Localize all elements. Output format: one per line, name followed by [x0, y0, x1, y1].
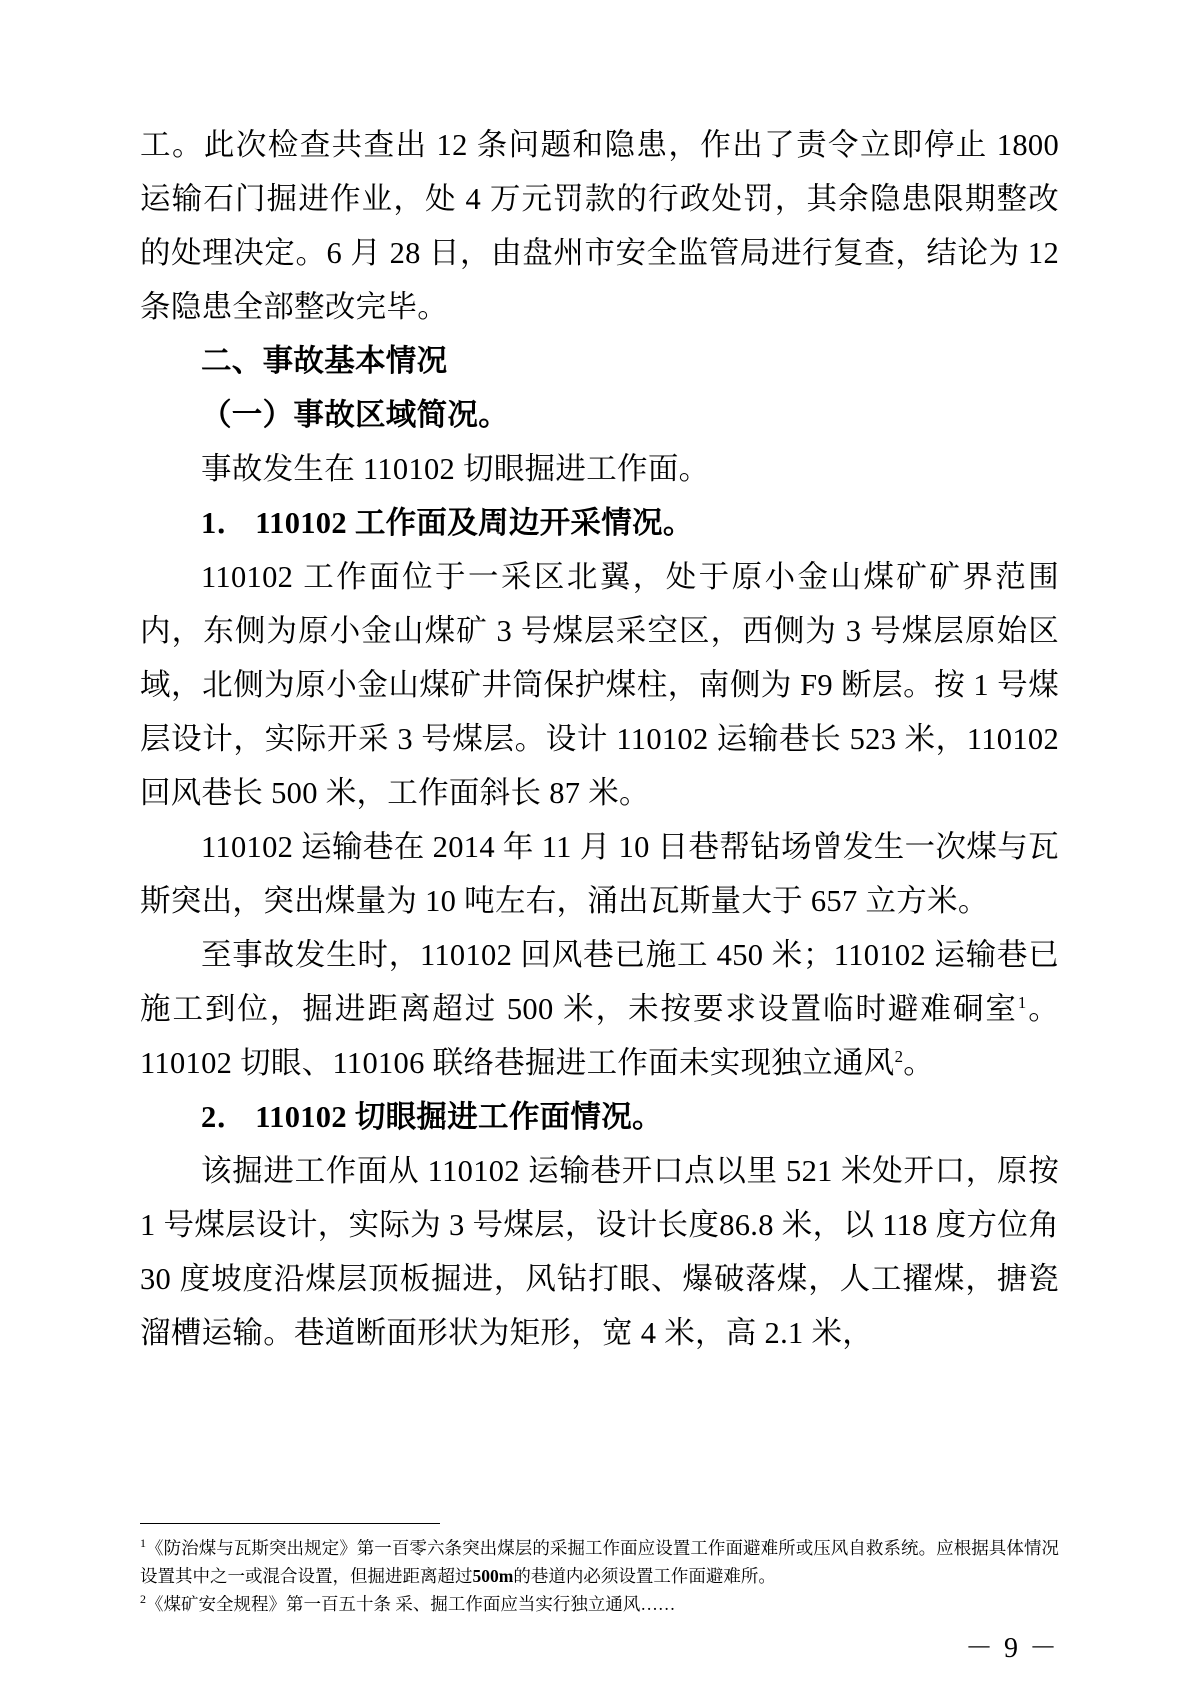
footnote-ref-1: 1 [1017, 992, 1027, 1012]
footnote-item-1 [140, 1534, 1059, 1590]
numbered-heading-2: 2． 110102 切眼掘进工作面情况。 [201, 1100, 663, 1134]
footnote-area [140, 1523, 1059, 1618]
footnote-text-1b: 500m [472, 1566, 514, 1586]
footnote-number-1: 1 [140, 1536, 146, 1551]
footnote-ref-2: 2 [894, 1046, 904, 1066]
paragraph-cutting-eye-details: 该掘进工作面从 110102 运输巷开口点以里 521 米处开口，原按 1 号煤层设计，实际为 3 号煤层，设计长度86.8 米，以 118 度方位角 30 度坡度沿煤层顶板掘进，风钻打眼、爆破落煤，人工擢煤，搪瓷溜槽运输。巷道断面形状为矩形，宽 4 米，高 2.1 米， [140, 1154, 1059, 1350]
document-body [140, 118, 1059, 1360]
footnote-text-1c: 的巷道内必须设置工作面避难所。 [513, 1566, 776, 1586]
footnote-text-1a: 《防治煤与瓦斯突出规定》第一百零六条突出煤层的采掘工作面应设置工作面避难所或压风自救系统。应根据具体情况设置其中之一或混合设置，但掘进距离超过 [140, 1538, 1059, 1586]
numbered-heading-1: 1． 110102 工作面及周边开采情况。 [201, 506, 694, 540]
paragraph-continuation: 工。此次检查共查出 12 条问题和隐患，作出了责令立即停止 1800 运输石门掘进作业，处 4 万元罚款的行政处罚，其余隐患限期整改的处理决定。6 月 28 日，由盘州市安全监管局进行复查，结论为 12 条隐患全部整改完毕。 [140, 128, 1059, 324]
section-heading-two: 二、事故基本情况 [201, 344, 448, 378]
footnote-number-2: 2 [140, 1592, 146, 1607]
paragraph-workface-description: 110102 工作面位于一采区北翼，处于原小金山煤矿矿界范围内，东侧为原小金山煤矿 3 号煤层采空区，西侧为 3 号煤层原始区域，北侧为原小金山煤矿井筒保护煤柱，南侧为 F9 断层。按 1 号煤层设计，实际开采 3 号煤层。设计 110102 运输巷长 523 米，110102 回风巷长 500 米，工作面斜长 87 米。 [140, 560, 1059, 810]
text-before-footnote-1: 至事故发生时，110102 回风巷已施工 450 米；110102 运输巷已施工到位，掘进距离超过 500 米，未按要求设置临时避难硐室 [140, 938, 1059, 1026]
subsection-heading-one: （一）事故区域简况。 [201, 398, 509, 432]
footnote-divider [140, 1523, 440, 1524]
footnote-item-2 [140, 1590, 1059, 1618]
paragraph-gas-outburst-history: 110102 运输巷在 2014 年 11 月 10 日巷帮钻场曾发生一次煤与瓦斯突出，突出煤量为 10 吨左右，涌出瓦斯量大于 657 立方米。 [140, 830, 1059, 918]
paragraph-accident-location: 事故发生在 110102 切眼掘进工作面。 [201, 452, 710, 486]
text-after-footnote-2: 。 [903, 1046, 935, 1080]
text-middle-footnote: 。110102 切眼、110106 联络巷掘进工作面未实现独立通风 [140, 992, 1059, 1080]
paragraph-at-accident-time [140, 928, 1059, 1090]
page-number: － 9 － [964, 1633, 1059, 1664]
footnote-text-2a: 《煤矿安全规程》第一百五十条 采、掘工作面应当实行独立通风…… [146, 1594, 676, 1614]
